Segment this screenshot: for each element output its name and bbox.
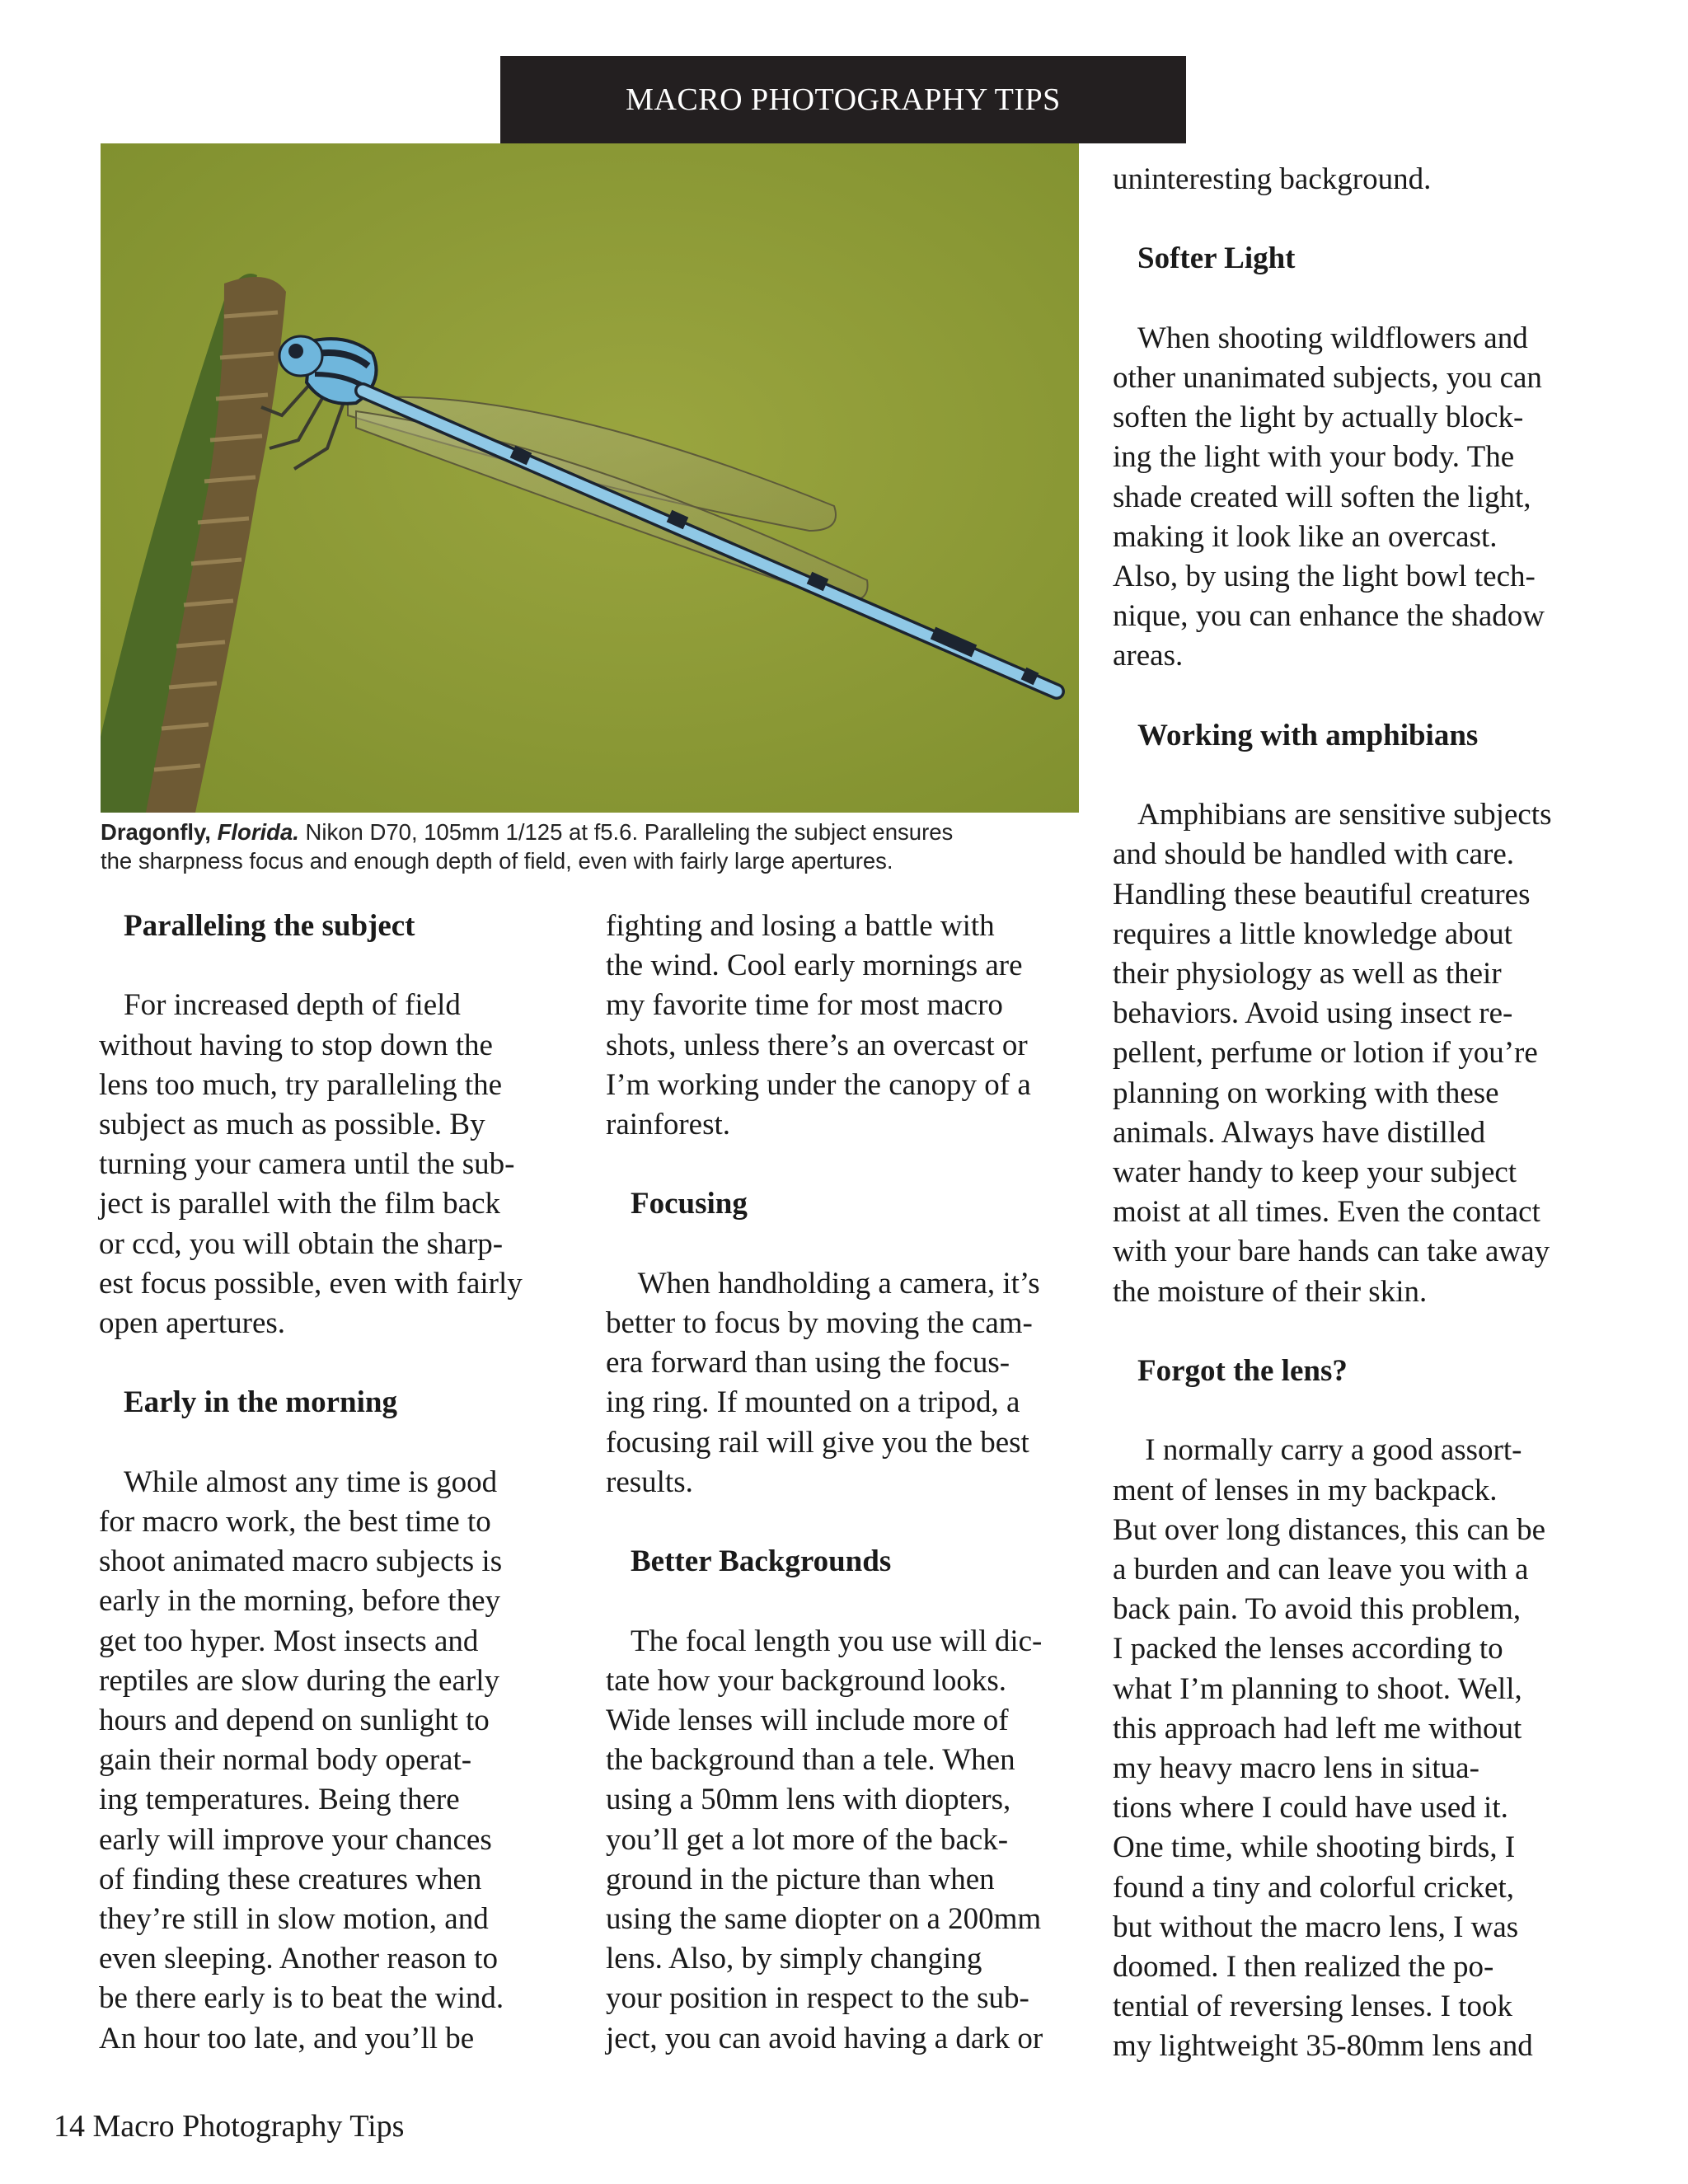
- heading-forgot-lens: Forgot the lens?: [1137, 1354, 1348, 1389]
- heading-softer-light: Softer Light: [1137, 241, 1296, 276]
- section-header: [500, 56, 1186, 143]
- paragraph-background-continued: uninteresting background.: [1113, 162, 1432, 196]
- heading-paralleling: Paralleling the subject: [124, 909, 415, 943]
- paragraph-early-morning: While almost any time is good for macro work, the best time to shoot animated macro subjects is early in the morning, before they get too hyper. Most insects and reptiles are slow during the early hours and depend on sunlight to gain their normal body operat- ing temperatures. Being there early will improve your chances of finding these creatures when they’re still in slow motion, and even sleeping. Another reason to be there early is to beat the wind. An hour too late, and you’ll be: [99, 1465, 504, 2055]
- dragonfly-photo: [101, 143, 1079, 813]
- paragraph-better-backgrounds: The focal length you use will dic- tate how your background looks. Wide lenses will include more of the background than a tele. When using a 50mm lens with diopters, you’ll get a lot more of the back- ground in the picture than when using the same diopter on a 200mm lens. Also, by simply changing your position in respect to the sub- ject, you can avoid having a dark or: [606, 1624, 1043, 2055]
- caption-line-2: the sharpness focus and enough depth of field, even with fairly large apertures.: [101, 848, 893, 874]
- paragraph-paralleling: For increased depth of field without having to stop down the lens too much, try paralleling the subject as much as possible. By turning your camera until the sub- ject is parallel with the film back or ccd, you will obtain the sharp- est focus possible, even with fairly open apertures.: [99, 988, 523, 1341]
- photo-caption: [101, 818, 1090, 875]
- paragraph-forgot-lens: I normally carry a good assort- ment of lenses in my backpack. But over long distances, this can be a burden and can leave you with a back pain. To avoid this problem, I packed the lenses according to what I’m planning to shoot. Well, this approach had left me without my heavy macro lens in situa- tions where I could have used it. One time, while shooting birds, I found a tiny and colorful cricket, but without the macro lens, I was doomed. I then realized the po- tential of reversing lenses. I took my lightweight 35-80mm lens and: [1113, 1433, 1546, 2064]
- paragraph-focusing: When handholding a camera, it’s better to focus by moving the cam- era forward than using the focus- ing ring. If mounted on a tripod, a focusing rail will give you the best results.: [606, 1266, 1040, 1499]
- caption-lead: Dragonfly,: [101, 819, 211, 845]
- heading-focusing: Focusing: [631, 1187, 748, 1221]
- caption-details: Nikon D70, 105mm 1/125 at f5.6. Paralleling the subject ensures: [305, 819, 954, 845]
- section-header-title: MACRO PHOTOGRAPHY TIPS: [626, 82, 1061, 117]
- column-2: [606, 907, 1084, 2059]
- heading-amphibians: Working with amphibians: [1137, 718, 1479, 752]
- heading-early-morning: Early in the morning: [124, 1385, 397, 1420]
- paragraph-amphibians: Amphibians are sensitive subjects and should be handled with care. Handling these beautiful creatures requires a little knowledge about their physiology as well as their behaviors. Avoid using insect re- pellent, perfume or lotion if you’re planning on working with these animals. Always have distilled water handy to keep your subject moist at all times. Even the contact with your bare hands can take away the moisture of their skin.: [1113, 798, 1552, 1309]
- column-3: [1113, 160, 1607, 2067]
- caption-place: Florida.: [217, 819, 299, 845]
- page-folio: 14 Macro Photography Tips: [54, 2109, 405, 2144]
- caption-line-1: [101, 818, 1090, 846]
- paragraph-wind-continued: fighting and losing a battle with the wind. Cool early mornings are my favorite time for most macro shots, unless there’s an overcast or I’m working under the canopy of a rainforest.: [606, 909, 1031, 1142]
- column-1: [99, 907, 560, 2059]
- heading-better-backgrounds: Better Backgrounds: [631, 1544, 892, 1579]
- paragraph-softer-light: When shooting wildflowers and other unanimated subjects, you can soften the light by actually block- ing the light with your body. The shade created will soften the light, making it look like an overcast. Also, by using the light bowl tech- nique, you can enhance the shadow areas.: [1113, 321, 1545, 673]
